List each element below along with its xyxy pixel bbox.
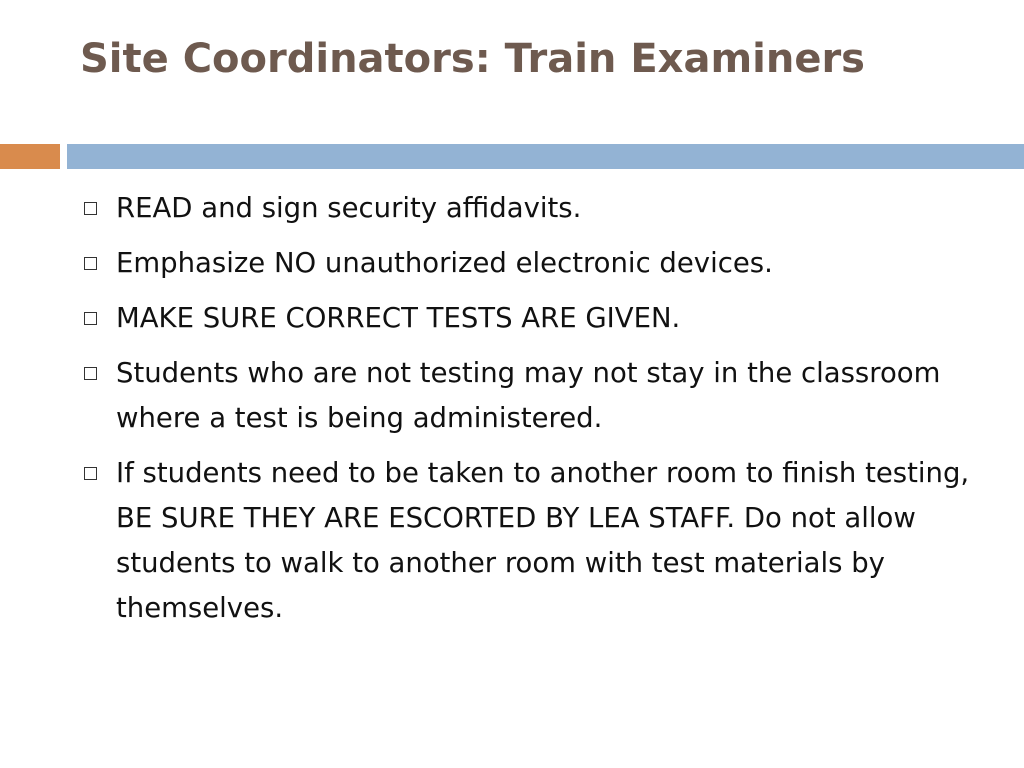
accent-bar-blue	[67, 144, 1024, 169]
square-bullet-icon	[84, 467, 97, 480]
bullet-item-escort-students	[76, 451, 976, 631]
square-bullet-icon	[84, 367, 97, 380]
slide-title: Site Coordinators: Train Examiners	[80, 36, 865, 82]
bullet-item-correct-tests	[76, 296, 976, 341]
bullet-text: If students need to be taken to another room to finish testing, BE SURE THEY ARE ESCORTED BY LEA STAFF. Do not allow students to walk to another room with test materials by themselves.	[116, 457, 970, 624]
bullet-item-affidavits	[76, 186, 976, 231]
square-bullet-icon	[84, 202, 97, 215]
square-bullet-icon	[84, 257, 97, 270]
bullet-item-non-testing-students	[76, 351, 976, 441]
square-bullet-icon	[84, 312, 97, 325]
bullet-list	[76, 186, 976, 641]
bullet-text: Emphasize NO unauthorized electronic devices.	[116, 247, 773, 279]
bullet-item-devices	[76, 241, 976, 286]
bullet-text: Students who are not testing may not stay in the classroom where a test is being administered.	[116, 357, 941, 434]
bullet-text: READ and sign security affidavits.	[116, 192, 582, 224]
bullet-text: MAKE SURE CORRECT TESTS ARE GIVEN.	[116, 302, 681, 334]
accent-bar-orange	[0, 144, 60, 169]
